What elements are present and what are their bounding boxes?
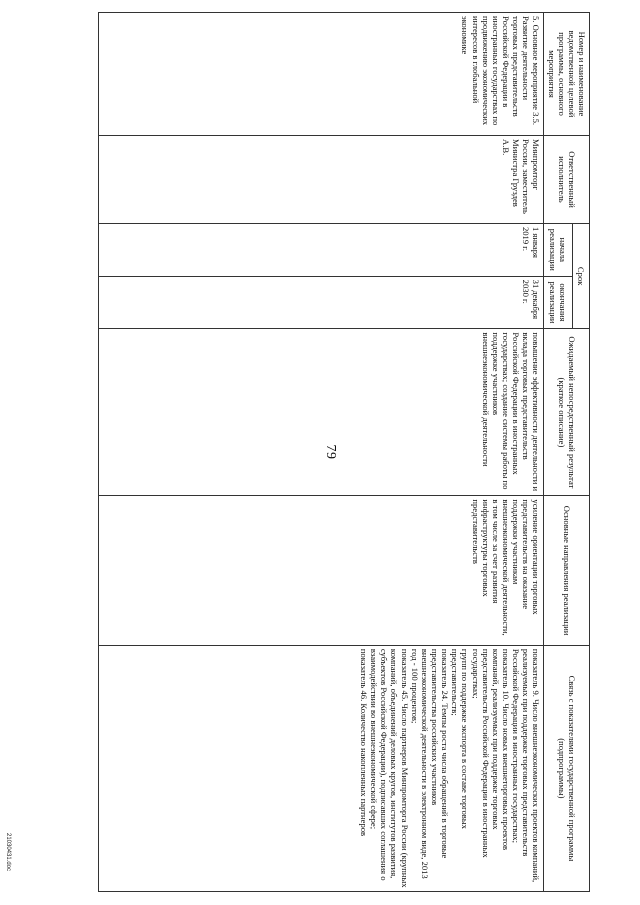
header-term-end: окончания реализации <box>544 276 573 329</box>
cell-link: показатель 9. Число внешнеэкономических проектов компаний, реализуемых при поддержке торговых представительств Российской Федерации в иностранных государствах; показатель 10. Число новых внешнеторговых проектов компаний, реализуемых при поддержке торговых представительств Российской Федерации в иностранных государствах; групп по поддержке экспорта в составе торговых представительств; показатель 24. Темпы роста числа обращений в торговые представительства российских участников внешнеэкономической деятельности в электронном виде, 2013 год - 100 процентов; показатель 45. Число партнеров Минпромторга России (крупных компаний, объединений деловых кругов, институтов развития, субъектов Российской Федерации), подписавших соглашения о взаимодействии во внешнеэкономической сфере; показатель 46. Количество накопленных партнеров <box>99 645 544 891</box>
header-responsible: Ответственный исполнитель <box>544 136 590 224</box>
header-link: Связь с показателями государственной программы (подпрограммы) <box>544 645 590 891</box>
cell-number-and-name: 5. Основное мероприятие 3.5. Развитие деятельности торговых представительств Российской Федерации в иностранных государствах по продвижению экономических интересов в глобальной экономике <box>99 13 544 136</box>
cell-directions: усиление ориентации торговых представительств на оказание поддержки участникам внешнеэкономической деятельности, в том числе за счет развития инфраструктуры торговых представительств <box>99 496 544 645</box>
header-term-start: начала реализации <box>544 223 573 276</box>
cell-end: 31 декабря 2030 г. <box>99 276 544 329</box>
table-header-row <box>572 13 589 892</box>
header-number-and-name: Номер и наименование ведомственной целевой программы, основного мероприятия <box>544 13 590 136</box>
cell-expected-result: повышение эффективности деятельности и вклада торговых представительств Российской Федерации в иностранных государствах; создание системы работы по поддержке участников внешнеэкономической деятельности <box>99 329 544 496</box>
cell-start: 1 января 2019 г. <box>99 223 544 276</box>
document-code: 21030431.doc <box>5 832 11 872</box>
header-term: Срок <box>572 223 589 328</box>
rotated-table-container <box>50 12 590 892</box>
table-row <box>99 13 544 892</box>
cell-responsible: Минпромторг России, заместитель Министра Груздев А.В. <box>99 136 544 224</box>
header-expected-result: Ожидаемый непосредственный результат (краткое описание) <box>544 329 590 496</box>
header-directions: Основные направления реализации <box>544 496 590 645</box>
program-table <box>98 12 590 892</box>
page-number: 79 <box>323 444 338 460</box>
